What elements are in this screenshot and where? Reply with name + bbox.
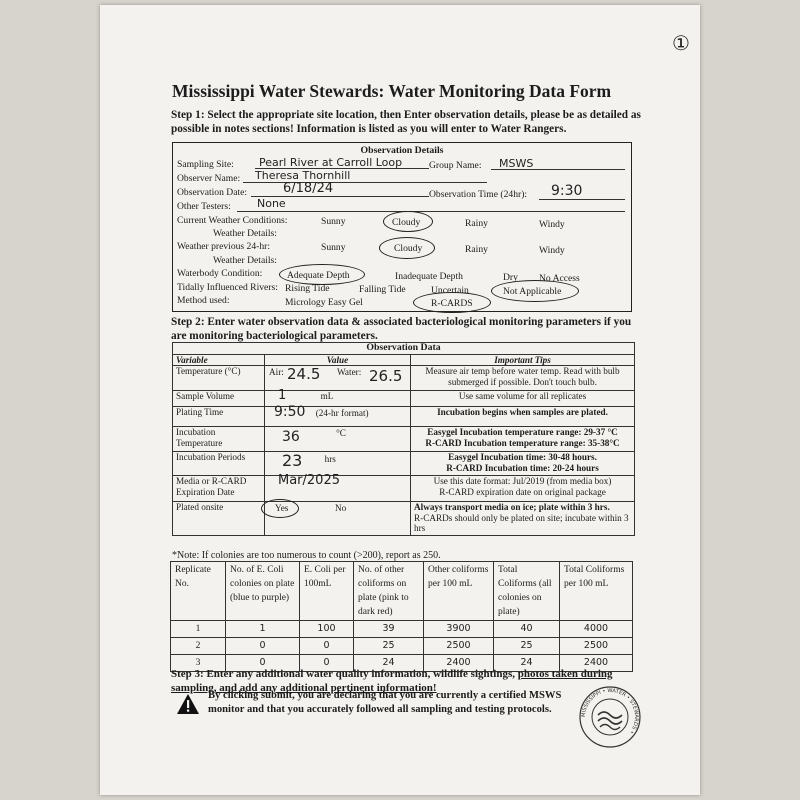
incubation-temp-label: Incubation Temperature — [173, 427, 265, 452]
replicate-no-cell: 3 — [171, 655, 226, 672]
previous-weather-rainy[interactable]: Rainy — [465, 244, 488, 255]
colonies-note: *Note: If colonies are too numerous to count (>200), report as 250. — [172, 550, 441, 561]
certification-disclaimer: By clicking submit, you are declaring that you are currently a certified MSWS monitor and that you accurately followed all sampling and testing protocols. — [208, 690, 562, 715]
method-label: Method used: — [177, 295, 230, 306]
other-per-100ml-cell[interactable]: 2400 — [424, 655, 494, 672]
ecoli-per-100ml-cell[interactable]: 100 — [300, 621, 354, 638]
weather-previous-label: Weather previous 24-hr: — [177, 241, 270, 252]
tidal-falling[interactable]: Falling Tide — [359, 284, 406, 295]
table-row — [171, 621, 633, 638]
temperature-tip: Measure air temp before water temp. Read with bulb submerged if possible. Don't touch bulb. — [411, 366, 635, 391]
header-other-per-100ml: Other coliforms per 100 mL — [424, 562, 494, 621]
media-date-format-tip: Use this date format: Jul/2019 (from media box) — [433, 476, 612, 486]
waterbody-adequate-depth[interactable]: Adequate Depth — [287, 270, 350, 281]
sampling-site-label: Sampling Site: — [177, 159, 234, 170]
ecoli-per-100ml-cell[interactable]: 0 — [300, 638, 354, 655]
incubation-temp-field[interactable]: 36 — [282, 429, 300, 445]
easygel-temp-range: Easygel Incubation temperature range: 29-37 °C — [427, 427, 618, 437]
current-weather-cloudy-circle — [383, 211, 433, 232]
other-testers-line — [237, 211, 625, 212]
incubation-temp-unit: °C — [336, 428, 346, 438]
rcard-expiration-tip: R-CARD expiration date on original package — [439, 486, 606, 497]
observation-data-table — [172, 342, 635, 536]
warning-icon — [176, 693, 200, 715]
observation-time-label: Observation Time (24hr): — [429, 189, 528, 200]
media-expiration-tip — [411, 476, 635, 502]
replicate-no-cell: 2 — [171, 638, 226, 655]
previous-weather-cloudy[interactable]: Cloudy — [394, 243, 423, 254]
col-variable: Variable — [173, 354, 265, 366]
plated-onsite-label: Plated onsite — [173, 502, 265, 536]
total-per-100ml-cell[interactable]: 2400 — [560, 655, 633, 672]
header-total-coliforms: Total Coliforms (all colonies on plate) — [494, 562, 560, 621]
plated-onsite-tip — [411, 502, 635, 536]
media-expiration-field[interactable]: Mar/2025 — [278, 473, 340, 488]
ecoli-colonies-cell[interactable]: 0 — [226, 638, 300, 655]
waterbody-condition-label: Waterbody Condition: — [177, 268, 263, 279]
rcard-time-range: R-CARD Incubation time: 20-24 hours — [446, 462, 599, 473]
waterbody-adequate-circle — [279, 264, 365, 285]
observation-details-box — [172, 142, 632, 312]
other-per-100ml-cell[interactable]: 3900 — [424, 621, 494, 638]
previous-weather-details-label: Weather Details: — [213, 255, 277, 266]
current-weather-cloudy[interactable]: Cloudy — [392, 217, 421, 228]
total-coliforms-cell[interactable]: 24 — [494, 655, 560, 672]
sample-volume-tip: Use same volume for all replicates — [411, 391, 635, 407]
msws-seal-logo — [578, 685, 642, 749]
observer-name-field[interactable]: Theresa Thornhill — [255, 169, 351, 182]
sample-volume-field[interactable]: 1 — [278, 388, 287, 403]
temperature-value-cell — [265, 366, 411, 391]
replicate-no-cell: 1 — [171, 621, 226, 638]
method-rcards-circle — [413, 292, 491, 313]
previous-weather-cloudy-circle — [379, 237, 435, 259]
col-value: Value — [265, 354, 411, 366]
header-other-coliforms: No. of other coliforms on plate (pink to dark red) — [354, 562, 424, 621]
replicate-table — [170, 561, 633, 672]
plating-time-label: Plating Time — [173, 407, 265, 427]
sampling-site-field[interactable]: Pearl River at Carroll Loop — [259, 156, 403, 169]
observation-time-field[interactable]: 9:30 — [551, 183, 583, 199]
other-coliforms-cell[interactable]: 24 — [354, 655, 424, 672]
svg-text:MISSISSIPPI • WATER • STEWARDS: MISSISSIPPI • WATER • STEWARDS • — [580, 687, 640, 735]
method-micrology[interactable]: Micrology Easy Gel — [285, 297, 363, 308]
media-expiration-label: Media or R-CARD Expiration Date — [173, 476, 265, 502]
observation-date-field[interactable]: 6/18/24 — [283, 181, 334, 196]
air-temp-field[interactable]: 24.5 — [287, 365, 321, 383]
tidal-rising[interactable]: Rising Tide — [285, 283, 330, 294]
water-temp-field[interactable]: 26.5 — [369, 367, 403, 385]
temperature-label: Temperature (°C) — [173, 366, 265, 391]
sample-volume-unit: mL — [320, 391, 334, 401]
incubation-temp-tip — [411, 427, 635, 452]
plating-time-field[interactable]: 9:50 — [274, 404, 306, 420]
waterbody-dry[interactable]: Dry — [503, 272, 518, 283]
group-name-label: Group Name: — [429, 160, 482, 171]
plated-onsite-cell — [265, 502, 411, 536]
waterbody-inadequate-depth[interactable]: Inadequate Depth — [395, 271, 463, 282]
step1-text: Step 1: Select the appropriate site location, then Enter observation details, please be as detailed as possible in notes sections! Information is listed as you will enter to Water Rangers. — [171, 109, 641, 135]
rcard-plating-tip: R-CARDs should only be plated on site; incubate within 3 hrs — [414, 512, 629, 533]
page-number: ① — [672, 31, 690, 55]
header-total-per-100ml: Total Coliforms per 100 mL — [560, 562, 633, 621]
incubation-periods-unit: hrs — [324, 454, 336, 464]
step3-text: Step 3: Enter any additional water quality information, wildlife sightings, photos taken during sampling, and add any additional pertinent information! — [171, 668, 613, 694]
plated-onsite-no[interactable]: No — [335, 503, 347, 513]
previous-weather-windy[interactable]: Windy — [539, 245, 565, 256]
previous-weather-sunny[interactable]: Sunny — [321, 242, 346, 253]
water-label: Water: — [337, 367, 362, 377]
ecoli-colonies-cell[interactable]: 0 — [226, 655, 300, 672]
header-ecoli-per-100ml: E. Coli per 100mL — [300, 562, 354, 621]
observation-time-line — [539, 199, 625, 200]
other-testers-field[interactable]: None — [257, 197, 286, 210]
incubation-periods-cell — [265, 452, 411, 476]
incubation-temp-cell — [265, 427, 411, 452]
total-coliforms-cell[interactable]: 40 — [494, 621, 560, 638]
current-weather-rainy[interactable]: Rainy — [465, 218, 488, 229]
sample-volume-label: Sample Volume — [173, 391, 265, 407]
observation-date-label: Observation Date: — [177, 187, 248, 198]
observer-name-line — [243, 182, 487, 183]
method-rcards[interactable]: R-CARDS — [431, 298, 473, 309]
waterbody-no-access[interactable]: No Access — [539, 273, 580, 284]
plated-onsite-yes[interactable]: Yes — [275, 503, 289, 513]
plated-yes-circle — [261, 499, 299, 518]
total-per-100ml-cell[interactable]: 2500 — [560, 638, 633, 655]
header-replicate-no: Replicate No. — [171, 562, 226, 621]
plating-time-tip: Incubation begins when samples are plated. — [411, 407, 635, 427]
incubation-periods-tip — [411, 452, 635, 476]
incubation-periods-label: Incubation Periods — [173, 452, 265, 476]
ecoli-per-100ml-cell[interactable]: 0 — [300, 655, 354, 672]
observation-details-header: Observation Details — [360, 145, 444, 156]
plating-time-cell — [265, 404, 411, 427]
total-per-100ml-cell[interactable]: 4000 — [560, 621, 633, 638]
current-weather-details-label: Weather Details: — [213, 228, 277, 239]
other-testers-label: Other Testers: — [177, 201, 231, 212]
col-important-tips: Important Tips — [411, 354, 635, 366]
header-ecoli-colonies: No. of E. Coli colonies on plate (blue to purple) — [226, 562, 300, 621]
rcard-temp-range: R-CARD Incubation temperature range: 35-38°C — [425, 437, 620, 448]
current-weather-label: Current Weather Conditions: — [177, 215, 288, 226]
other-per-100ml-cell[interactable]: 2500 — [424, 638, 494, 655]
group-name-field[interactable]: MSWS — [499, 157, 534, 170]
observer-name-label: Observer Name: — [177, 173, 241, 184]
ecoli-colonies-cell[interactable]: 1 — [226, 621, 300, 638]
observation-data-header: Observation Data — [173, 343, 635, 355]
transport-tip: Always transport media on ice; plate within 3 hrs. — [414, 502, 610, 512]
form-title: Mississippi Water Stewards: Water Monitoring Data Form — [172, 81, 612, 101]
easygel-time-range: Easygel Incubation time: 30-48 hours. — [448, 452, 597, 462]
tidal-not-applicable[interactable]: Not Applicable — [503, 286, 562, 297]
table-row — [171, 638, 633, 655]
media-expiration-cell — [265, 473, 411, 502]
other-coliforms-cell[interactable]: 25 — [354, 638, 424, 655]
current-weather-windy[interactable]: Windy — [539, 219, 565, 230]
tidal-not-applicable-circle — [491, 280, 579, 302]
air-label: Air: — [269, 367, 284, 377]
plating-time-unit: (24-hr format) — [315, 408, 369, 418]
total-coliforms-cell[interactable]: 25 — [494, 638, 560, 655]
incubation-periods-field[interactable]: 23 — [282, 451, 303, 470]
tidal-label: Tidally Influenced Rivers: — [177, 282, 278, 293]
current-weather-sunny[interactable]: Sunny — [321, 216, 346, 227]
tidal-uncertain[interactable]: Uncertain — [431, 285, 469, 296]
form-sheet — [100, 5, 700, 795]
step2-text: Step 2: Enter water observation data & associated bacteriological monitoring parameters if you are monitoring bacteriological parameters. — [171, 316, 632, 342]
other-coliforms-cell[interactable]: 39 — [354, 621, 424, 638]
